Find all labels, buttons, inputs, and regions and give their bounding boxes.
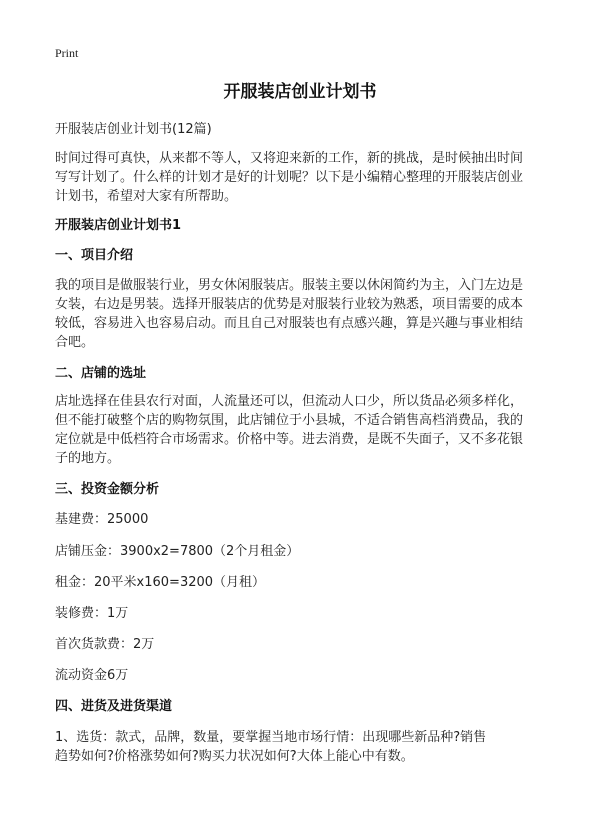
heading-investment: 三、投资金额分析 (55, 482, 160, 497)
investment-working-capital: 流动资金6万 (55, 668, 129, 683)
paragraph-store-location (55, 392, 555, 468)
print-link[interactable]: Print (55, 46, 79, 60)
section-title: 开服装店创业计划书1 (55, 218, 182, 233)
document-subtitle: 开服装店创业计划书(12篇) (55, 122, 212, 137)
paragraph-line: 较低，容易进入也容易启动。而且自己对服装也有点感兴趣，算是兴趣与事业相结 (55, 316, 524, 331)
investment-deposit: 店铺压金：3900x2=7800（2个月租金） (55, 544, 300, 559)
paragraph-line: 趋势如何?价格涨势如何?购买力状况如何?大体上能心中有数。 (55, 749, 414, 764)
paragraph-project-intro (55, 276, 555, 352)
heading-store-location: 二、店铺的选址 (55, 366, 147, 381)
heading-purchasing: 四、进货及进货渠道 (55, 699, 173, 714)
paragraph-purchasing (55, 728, 555, 766)
heading-project-intro: 一、项目介绍 (55, 248, 134, 263)
paragraph-line: 合吧。 (55, 335, 95, 350)
intro-paragraph (55, 149, 555, 206)
paragraph-line: 子的地方。 (55, 451, 121, 466)
investment-decoration: 装修费：1万 (55, 606, 129, 621)
paragraph-line: 女装，右边是男装。选择开服装店的优势是对服装行业较为熟悉，项目需要的成本 (55, 297, 524, 312)
investment-first-goods: 首次货款费：2万 (55, 637, 155, 652)
document-title: 开服装店创业计划书 (223, 82, 377, 102)
paragraph-line: 店址选择在佳县农行对面，人流量还可以，但流动人口少，所以货品必须多样化， (55, 394, 524, 409)
intro-line: 计划书，希望对大家有所帮助。 (55, 189, 238, 204)
paragraph-line: 定位就是中低档符合市场需求。价格中等。进去消费，是既不失面子，又不多花银 (55, 432, 524, 447)
intro-line: 时间过得可真快，从来都不等人，又将迎来新的工作，新的挑战，是时候抽出时间 (55, 151, 524, 166)
investment-rent: 租金：20平米x160=3200（月租） (55, 575, 266, 590)
paragraph-line: 我的项目是做服装行业，男女休闲服装店。服装主要以休闲简约为主，入门左边是 (55, 278, 524, 293)
paragraph-line: 但不能打破整个店的购物氛围，此店铺位于小县城，不适合销售高档消费品，我的 (55, 413, 524, 428)
intro-line: 写写计划了。什么样的计划才是好的计划呢？以下是小编精心整理的开服装店创业 (55, 170, 524, 185)
paragraph-line: 1、选货：款式，品牌，数量，要掌握当地市场行情：出现哪些新品种?销售 (55, 730, 487, 745)
investment-build-cost: 基建费：25000 (55, 512, 149, 527)
